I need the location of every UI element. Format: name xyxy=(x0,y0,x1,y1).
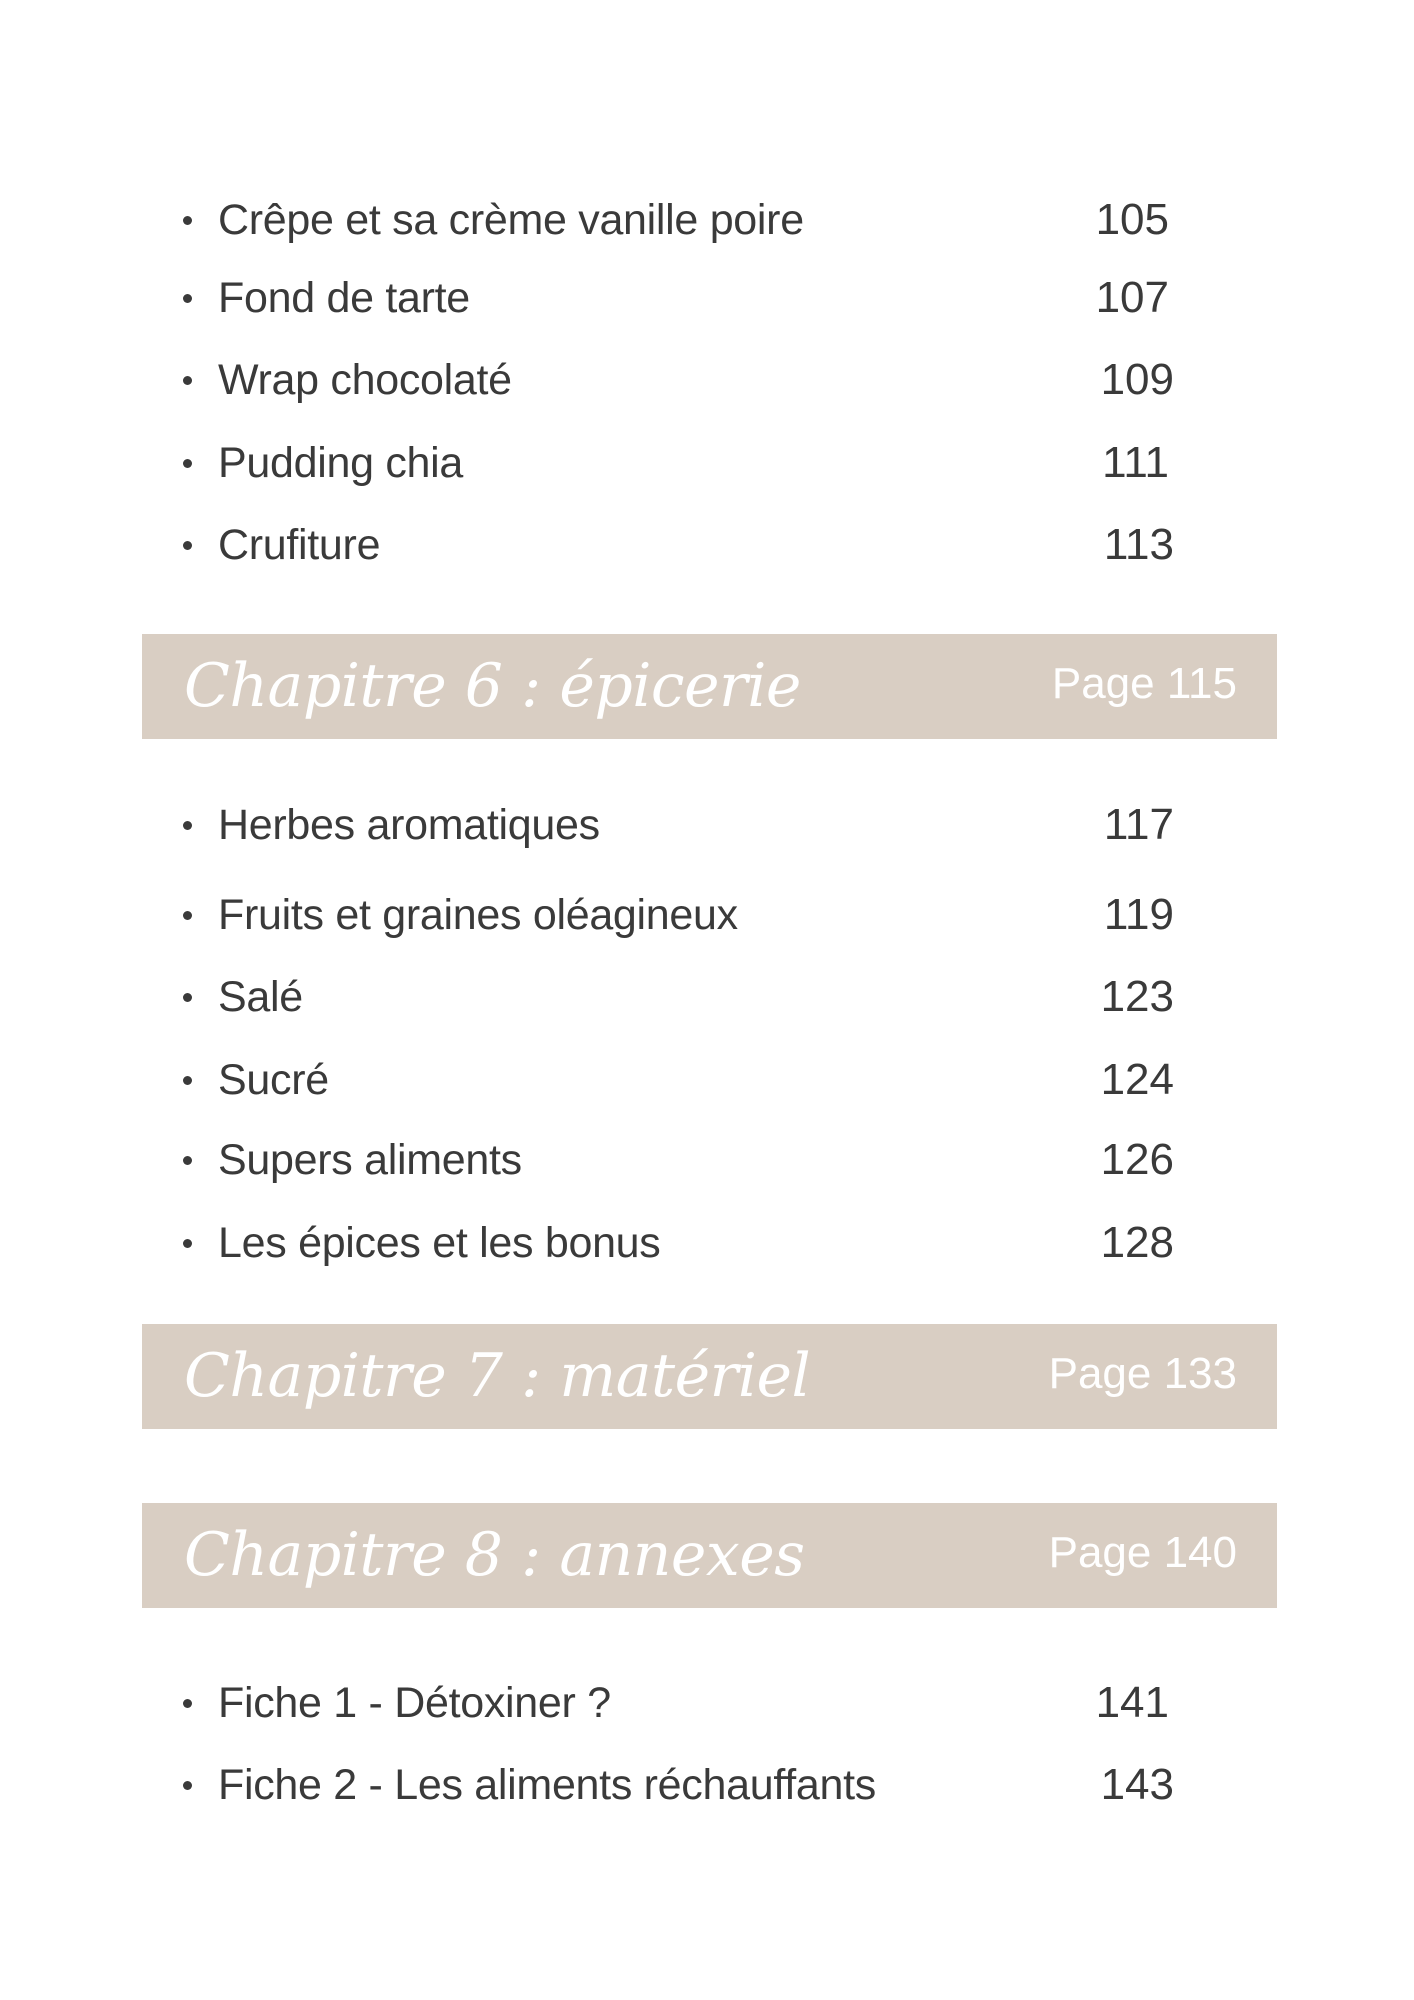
toc-entry xyxy=(0,967,1414,1027)
chapter-page: Page 115 xyxy=(1051,659,1237,708)
bullet-icon xyxy=(183,993,192,1002)
toc-entry xyxy=(0,1050,1414,1110)
bullet-icon xyxy=(183,216,192,225)
toc-entry-label: Fiche 2 - Les aliments réchauffants xyxy=(218,1761,876,1809)
toc-entry-label: Sucré xyxy=(218,1056,329,1104)
bullet-icon xyxy=(183,541,192,550)
toc-entry-page: 143 xyxy=(1100,1760,1174,1809)
chapter-title: Chapitre 8 : annexes xyxy=(184,1520,805,1590)
toc-entry-page: 141 xyxy=(1095,1678,1169,1727)
chapter-header-8 xyxy=(142,1503,1277,1608)
toc-entry xyxy=(0,1130,1414,1190)
toc-entry-label: Wrap chocolaté xyxy=(218,356,512,404)
bullet-icon xyxy=(183,294,192,303)
bullet-icon xyxy=(183,821,192,830)
toc-entry xyxy=(0,885,1414,945)
chapter-title: Chapitre 7 : matériel xyxy=(184,1341,811,1411)
toc-entry-label: Pudding chia xyxy=(218,439,464,487)
toc-entry xyxy=(0,1755,1414,1815)
toc-entry-label: Crêpe et sa crème vanille poire xyxy=(218,196,804,244)
toc-entry xyxy=(0,1213,1414,1273)
chapter-title: Chapitre 6 : épicerie xyxy=(184,651,801,721)
toc-entry-page: 117 xyxy=(1103,800,1174,849)
bullet-icon xyxy=(183,1239,192,1248)
toc-entry xyxy=(0,515,1414,575)
toc-entry xyxy=(0,433,1414,493)
toc-entry-label: Supers aliments xyxy=(218,1136,522,1184)
bullet-icon xyxy=(183,459,192,468)
toc-entry-page: 128 xyxy=(1100,1218,1174,1267)
chapter-header-7 xyxy=(142,1324,1277,1429)
bullet-icon xyxy=(183,1699,192,1708)
chapter-page: Page 140 xyxy=(1048,1528,1237,1577)
toc-entry xyxy=(0,190,1414,250)
toc-entry xyxy=(0,1673,1414,1733)
toc-entry-page: 105 xyxy=(1095,195,1169,244)
toc-entry-page: 111 xyxy=(1102,438,1169,487)
toc-entry-label: Salé xyxy=(218,973,303,1021)
bullet-icon xyxy=(183,1781,192,1790)
toc-entry-page: 124 xyxy=(1100,1055,1174,1104)
toc-entry xyxy=(0,350,1414,410)
toc-entry-page: 123 xyxy=(1100,972,1174,1021)
toc-entry-page: 119 xyxy=(1103,890,1174,939)
bullet-icon xyxy=(183,1076,192,1085)
bullet-icon xyxy=(183,376,192,385)
toc-entry-label: Fiche 1 - Détoxiner ? xyxy=(218,1679,611,1727)
toc-entry-label: Crufiture xyxy=(218,521,381,569)
toc-entry-label: Les épices et les bonus xyxy=(218,1219,661,1267)
chapter-page: Page 133 xyxy=(1048,1349,1237,1398)
toc-entry xyxy=(0,268,1414,328)
toc-entry-label: Fruits et graines oléagineux xyxy=(218,891,738,939)
chapter-header-6 xyxy=(142,634,1277,739)
toc-entry-label: Herbes aromatiques xyxy=(218,801,600,849)
toc-entry-page: 109 xyxy=(1100,355,1174,404)
toc-entry-page: 126 xyxy=(1100,1135,1174,1184)
toc-entry xyxy=(0,795,1414,855)
toc-entry-label: Fond de tarte xyxy=(218,274,470,322)
bullet-icon xyxy=(183,911,192,920)
toc-entry-page: 107 xyxy=(1095,273,1169,322)
bullet-icon xyxy=(183,1156,192,1165)
toc-entry-page: 113 xyxy=(1103,520,1174,569)
